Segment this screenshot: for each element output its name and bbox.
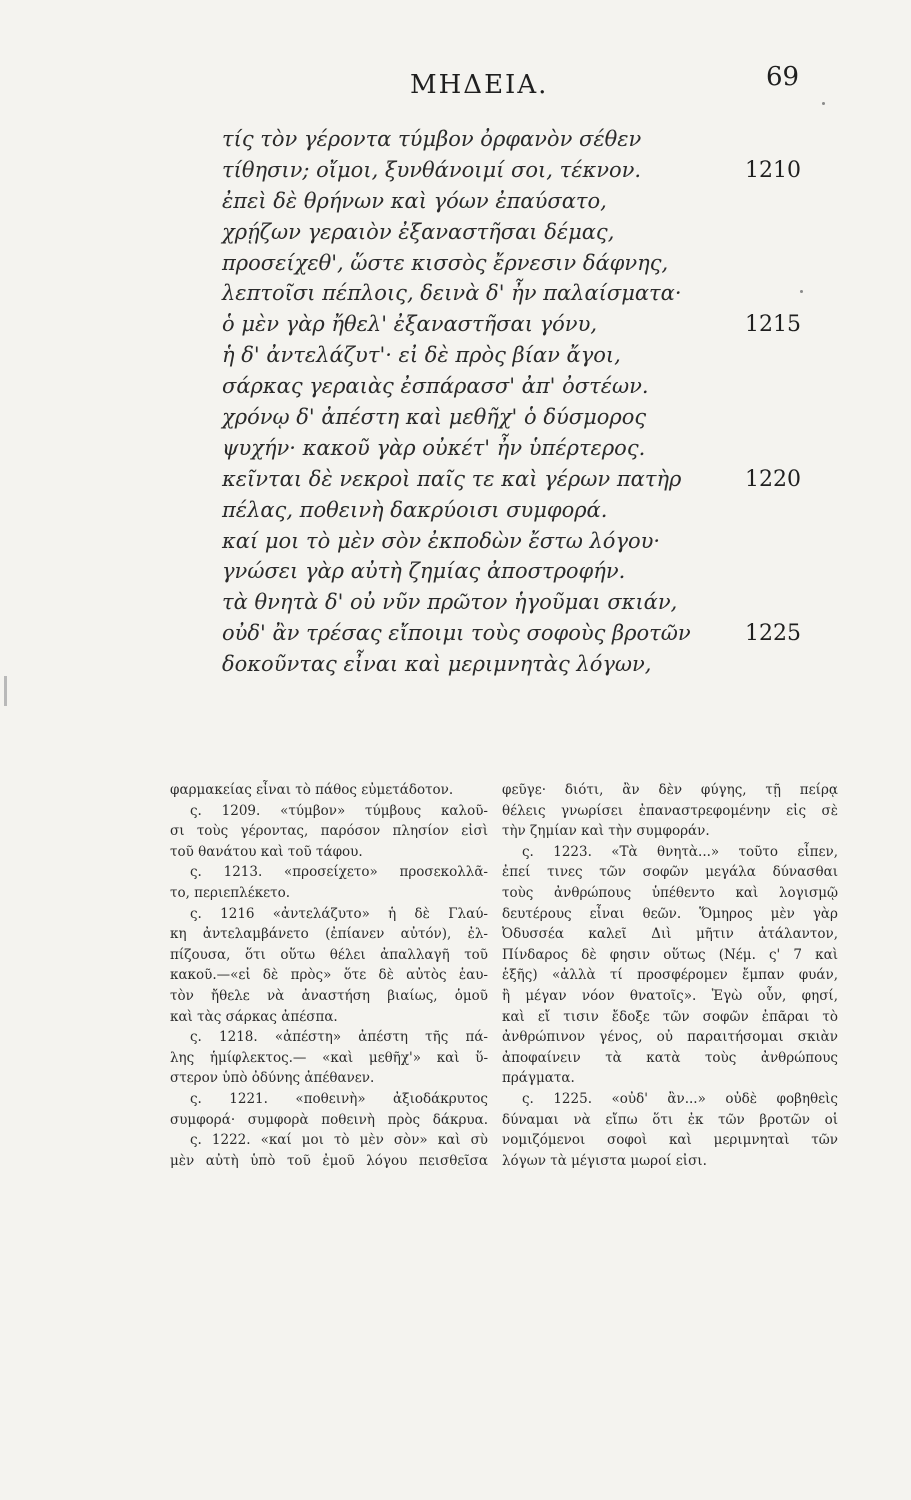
verse-line: λεπτοῖσι πέπλοις, δεινὰ δ' ἦν παλαίσματα·	[222, 281, 682, 306]
commentary-line: ἀποφαίνειν τὰ κατὰ τοὺς ἀνθρώπους	[502, 1049, 838, 1066]
commentary-line: λόγων τὰ μέγιστα μωροί εἰσι.	[502, 1152, 707, 1169]
commentary-line: ς. 1223. «Τὰ θνητὰ...» τοῦτο εἶπεν,	[522, 843, 838, 860]
commentary-line: συμφορά· συμφορὰ ποθεινὴ πρὸς δάκρυα.	[170, 1111, 488, 1128]
verse-line: κεῖνται δὲ νεκροὶ παῖς τε καὶ γέρων πατὴρ	[222, 466, 682, 491]
commentary-line: ς. 1216 «ἀντελάζυτο» ἡ δὲ Γλαύ-	[190, 905, 488, 922]
commentary-line: σι τοὺς γέροντας, παρόσον πλησίον εἰσὶ	[170, 823, 488, 840]
commentary-line: ς. 1213. «προσείχετο» προσεκολλᾶ-	[190, 864, 488, 881]
commentary-line: δευτέρους εἶναι θεῶν. Ὅμηρος μὲν γὰρ	[502, 905, 838, 922]
commentary-line: το, περιεπλέκετο.	[170, 884, 291, 901]
commentary-line: ς. 1222. «καί μοι τὸ μὲν σὸν» καὶ σὺ	[190, 1132, 488, 1149]
commentary-line: τοῦ θανάτου καὶ τοῦ τάφου.	[170, 843, 363, 860]
commentary-line: δύναμαι νὰ εἴπω ὅτι ἐκ τῶν βροτῶν οἱ	[502, 1111, 838, 1128]
commentary-line: ἑξῆς) «ἀλλὰ τί προσφέρομεν ἔμπαν φυάν,	[502, 967, 838, 984]
verse-line: πέλας, ποθεινὴ δακρύοισι συμφορά.	[222, 497, 608, 522]
commentary-line: στερον ὑπὸ ὀδύνης ἀπέθανεν.	[170, 1070, 375, 1087]
commentary-line: τοὺς ἀνθρώπους ὑπέθεντο καὶ λογισμῷ	[502, 884, 838, 901]
verse-line: τίς τὸν γέροντα τύμβον ὀρφανὸν σέθεν	[222, 127, 642, 151]
verse-line: καί μοι τὸ μὲν σὸν ἐκποδὼν ἔστω λόγου·	[222, 528, 661, 553]
line-number: 1225	[745, 621, 801, 647]
commentary-line: καὶ εἴ τισιν ἔδοξε τῶν σοφῶν ἐπᾶραι τὸ	[502, 1008, 838, 1025]
verse-line: προσείχεθ', ὥστε κισσὸς ἔρνεσιν δάφνης,	[222, 250, 669, 275]
commentary-line: πράγματα.	[502, 1070, 575, 1087]
commentary-line: πίζουσα, ὅτι οὕτω θέλει ἀπαλλαγῆ τοῦ	[170, 946, 488, 963]
commentary-line: λης ἡμίφλεκτος.— «καὶ μεθῆχ'» καὶ ὕ-	[170, 1049, 488, 1066]
verse-line: ὁ μὲν γὰρ ἤθελ' ἐξαναστῆσαι γόνυ,	[222, 312, 598, 337]
verse-line: τίθησιν; οἴμοι, ξυνθάνοιμί σοι, τέκνον.	[222, 157, 642, 182]
commentary-line: ς. 1221. «ποθεινὴ» ἀξιοδάκρυτος	[190, 1090, 488, 1107]
page-title: ΜΗΔΕΙΑ.	[410, 70, 549, 100]
verse-line: τὰ θνητὰ δ' οὐ νῦν πρῶτον ἡγοῦμαι σκιάν,	[222, 590, 678, 615]
paper-speck	[800, 290, 803, 293]
line-number: 1215	[745, 312, 801, 338]
page-number: 69	[766, 62, 800, 92]
commentary-line: ἐπεί τινες τῶν σοφῶν μεγάλα δύνασθαι	[502, 864, 838, 881]
commentary-line: φεῦγε· διότι, ἂν δὲν φύγης, τῇ πείρᾳ	[502, 782, 838, 798]
commentary-line: μὲν αὐτὴ ὑπὸ τοῦ ἐμοῦ λόγου πεισθεῖσα	[170, 1152, 488, 1169]
verse-line: χρόνῳ δ' ἀπέστη καὶ μεθῆχ' ὁ δύσμορος	[222, 405, 647, 430]
line-number: 1220	[745, 466, 801, 492]
commentary-line: ς. 1218. «ἀπέστη» ἀπέστη τῆς πά-	[190, 1029, 488, 1046]
commentary-line: ἀνθρώπινον γένος, οὐ παραιτήσομαι σκιὰν	[502, 1029, 838, 1046]
verse-line: δοκοῦντας εἶναι καὶ μεριμνητὰς λόγων,	[222, 652, 652, 677]
paper-speck	[822, 102, 825, 105]
commentary-line: Πίνδαρος δὲ φησιν οὕτως (Νέμ. ς' 7 καὶ	[502, 946, 838, 963]
verse-line: οὐδ' ἂν τρέσας εἴποιμι τοὺς σοφοὺς βροτῶν	[222, 621, 691, 646]
commentary-line: νομιζόμενοι σοφοὶ καὶ μεριμνηταὶ τῶν	[502, 1132, 838, 1149]
commentary-line: κη ἀντελαμβάνετο (ἐπίανεν αὐτόν), ἐλ-	[170, 926, 488, 943]
commentary-line: φαρμακείας εἶναι τὸ πάθος εὐμετάδοτον.	[170, 782, 454, 798]
commentary-line: κακοῦ.—«εἰ δὲ πρὸς» ὅτε δὲ αὐτὸς ἑαυ-	[170, 967, 488, 984]
page-edge-mark	[4, 676, 7, 706]
commentary-right-column	[502, 780, 838, 1171]
commentary-line: θέλεις γνωρίσει ἐπαναστρεφομένην εἰς σὲ	[502, 802, 838, 819]
commentary-line: ς. 1225. «οὐδ' ἂν...» οὐδὲ φοβηθεὶς	[522, 1090, 838, 1107]
verse-line: ἐπεὶ δὲ θρήνων καὶ γόων ἐπαύσατο,	[222, 188, 607, 213]
commentary-line: καὶ τὰς σάρκας ἀπέσπα.	[170, 1008, 338, 1025]
verse-line: ἡ δ' ἀντελάζυτ'· εἰ δὲ πρὸς βίαν ἄγοι,	[222, 343, 621, 368]
commentary-line: τὸν ἤθελε νὰ ἀναστήση βιαίως, ὁμοῦ	[170, 987, 488, 1004]
commentary-line: τὴν ζημίαν καὶ τὴν συμφοράν.	[502, 823, 710, 840]
verse-line: γνώσει γὰρ αὐτὴ ζημίας ἀποστροφήν.	[222, 559, 626, 584]
verse-line: χρῄζων γεραιὸν ἐξαναστῆσαι δέμας,	[222, 219, 615, 244]
line-number: 1210	[745, 157, 801, 183]
verse-line: σάρκας γεραιὰς ἐσπάρασσ' ἀπ' ὀστέων.	[222, 374, 649, 399]
commentary-line: Ὀδυσσέα καλεῖ Διὶ μῆτιν ἀτάλαντον,	[502, 926, 838, 943]
commentary-line: ς. 1209. «τύμβον» τύμβους καλοῦ-	[190, 802, 488, 819]
verse-line: ψυχήν· κακοῦ γὰρ οὐκέτ' ἦν ὑπέρτερος.	[222, 435, 646, 460]
verse-block	[222, 124, 702, 680]
commentary-line: ἢ μέγαν νόον θνατοῖς». Ἐγὼ οὖν, φησί,	[502, 987, 838, 1004]
commentary-left-column	[170, 780, 488, 1171]
